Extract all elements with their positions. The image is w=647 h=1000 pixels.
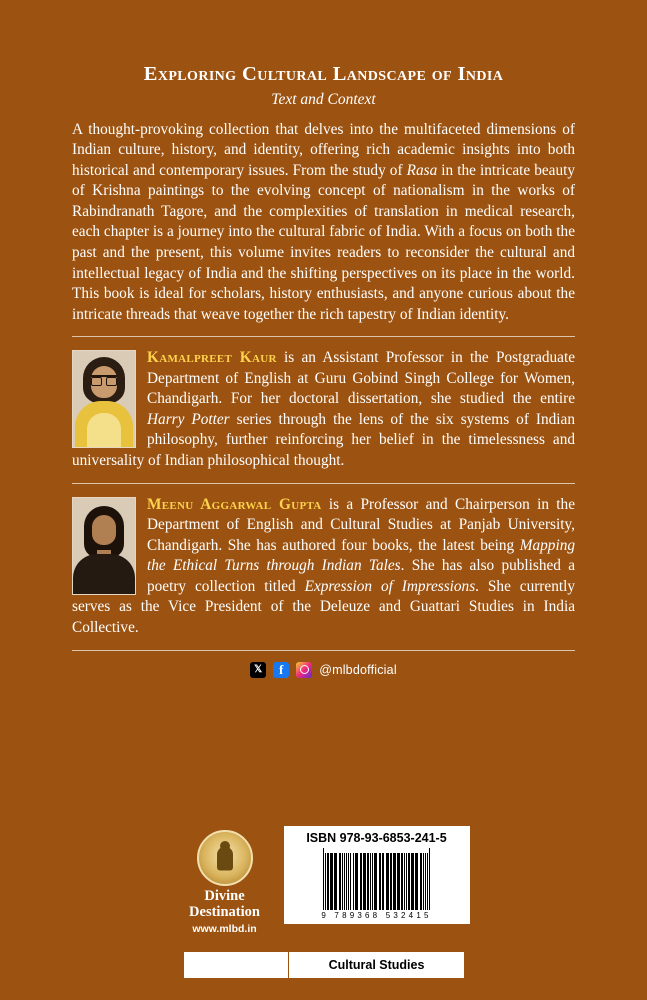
publisher-website: www.mlbd.in bbox=[192, 923, 257, 935]
author-bio-2-italic-2: Expression of Impressions bbox=[304, 577, 476, 595]
social-handle: @mlbdofficial bbox=[319, 662, 397, 677]
author-name-2: Meenu Aggarwal Gupta bbox=[147, 495, 322, 513]
blurb-text-1: A thought-provoking collection that delves into the multifaceted dimensions of Indian culture, history, and identity, offering rich academic insights into both historical and contemporary issues. From the study of bbox=[72, 120, 575, 179]
isbn-label: ISBN 978-93-6853-241-5 bbox=[306, 831, 447, 846]
page-title: Exploring Cultural Landscape of India bbox=[143, 63, 504, 85]
author-bio-2-text-3: . She currently serves as the Vice President of the Deleuze and Guattari Studies in India Collective. bbox=[72, 577, 575, 636]
book-blurb bbox=[72, 120, 575, 326]
blurb-text-2: in the intricate beauty of Krishna paintings to the evolving concept of nationalism in the works of Rabindranath Tagore, and the complexities of translation in medical research, each chapter is a journey into the cultural fabric of India. With a focus on both the past and the present, this volume invites readers to reconsider the cultural and intellectual legacy of India and the shifting perspectives on its place in the world. This book is ideal for scholars, history enthusiasts, and anyone curious about the intricate threads that weave together the rich tapestry of Indian identity. bbox=[72, 161, 575, 323]
publisher-name-line2: Destination bbox=[189, 904, 260, 921]
author-bio-2-text-1: is a Professor and Chairperson in the Department of English and Cultural Studies at Panjab University, Chandigarh. She has authored four books, the latest being bbox=[147, 495, 575, 554]
isbn-barcode-box bbox=[284, 826, 470, 924]
barcode-image bbox=[290, 848, 464, 910]
author-photo-meenu-aggarwal-gupta bbox=[72, 497, 136, 595]
author-photo-kamalpreet-kaur bbox=[72, 350, 136, 448]
author-name-1: Kamalpreet Kaur bbox=[147, 349, 277, 367]
divider-1 bbox=[72, 336, 575, 337]
author-bio-1-text-2: series through the lens of the six systems of Indian philosophy, further reinforcing her belief in the timelessness and universality of Indian philosophical thought. bbox=[72, 410, 575, 470]
social-links bbox=[72, 662, 575, 678]
author-bio-1-italic-1: Harry Potter bbox=[147, 410, 230, 428]
page-subtitle: Text and Context bbox=[271, 90, 376, 108]
barcode-digits: 9 789368 532415 bbox=[321, 911, 432, 921]
facebook-icon[interactable]: f bbox=[273, 662, 289, 678]
author-bio-1 bbox=[72, 348, 575, 471]
publisher-name-line1: Divine bbox=[204, 888, 245, 905]
footer-left-cell bbox=[184, 952, 289, 978]
divider-2 bbox=[72, 483, 575, 484]
author-bio-2 bbox=[72, 495, 575, 639]
publisher-logo bbox=[178, 826, 272, 935]
author-bio-1-text-1: is an Assistant Professor in the Postgraduate Department of English at Guru Gobind Singh College for Women, Chandigarh. For her doctoral dissertation, she studied the entire bbox=[147, 349, 576, 408]
instagram-icon[interactable] bbox=[296, 662, 312, 678]
blurb-italic-rasa: Rasa bbox=[406, 161, 438, 179]
twitter-x-icon[interactable]: 𝕏 bbox=[250, 662, 266, 678]
buddha-emblem-icon bbox=[197, 830, 253, 886]
author-bio-2-text-2: . She has also published a poetry collection titled bbox=[147, 557, 575, 595]
divider-3 bbox=[72, 650, 575, 651]
subject-footer-bar bbox=[184, 952, 464, 978]
author-bio-2-italic-1: Mapping the Ethical Turns through Indian Tales bbox=[147, 536, 575, 575]
subject-label: Cultural Studies bbox=[328, 958, 425, 972]
bottom-block bbox=[0, 826, 647, 935]
